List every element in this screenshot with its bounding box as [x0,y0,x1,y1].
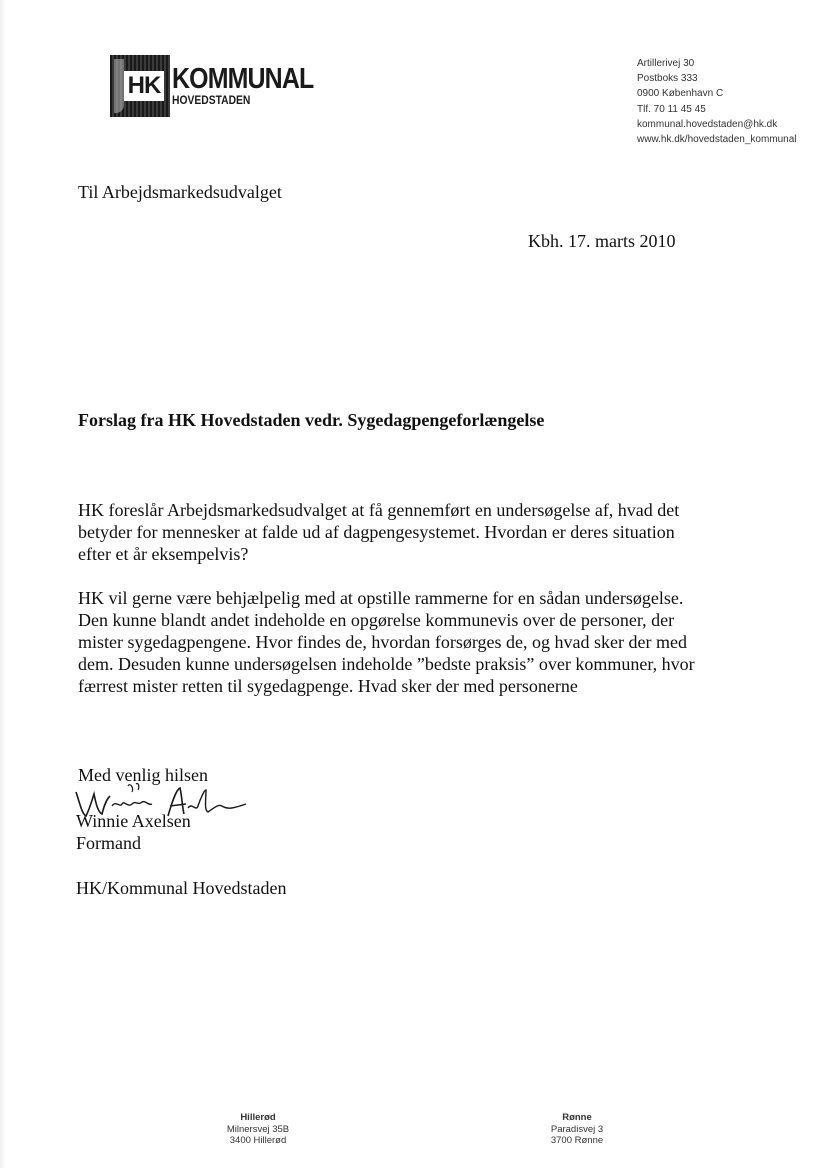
letter-date: Kbh. 17. marts 2010 [528,231,676,251]
hk-logo-mark [110,55,170,117]
address-pobox: Postboks 333 [637,73,698,85]
paragraph-line: dem. Desuden kunne undersøgelsen indeholde ”bedste praksis” over kommuner, hvor [78,654,695,674]
logo-text [172,65,336,107]
footer-postal: 3700 Rønne [550,1135,604,1146]
scan-edge [0,0,6,1168]
footer-street: Paradisvej 3 [550,1123,604,1135]
logo-name: KOMMUNAL [172,63,314,95]
footer-city: Hillerød [240,1112,276,1123]
body-paragraph-2 [78,587,758,697]
footer-postal: 3400 Hillerød [229,1135,287,1146]
paragraph-line: Den kunne blandt andet indeholde en opgørelse kommunevis over de personer, der [78,610,675,630]
recipient: Til Arbejdsmarkedsudvalget [78,182,282,202]
closing-salutation: Med venlig hilsen [78,765,208,785]
signer-name: Winnie Axelsen [76,811,191,831]
paragraph-line: færrest mister retten til sygedagpenge. Hvad sker der med personerne [78,676,578,696]
footer-street: Milnersvej 35B [226,1123,290,1135]
address-phone: Tlf. 70 11 45 45 [637,103,706,115]
address-website: www.hk.dk/hovedstaden_kommunal [637,134,797,146]
paragraph-line: efter et år eksempelvis? [78,544,249,564]
paragraph-line: HK vil gerne være behjælpelig med at opstille rammerne for en sådan undersøgelse. [78,588,684,608]
footer-office-hillerod [218,1112,298,1147]
letter-subject: Forslag fra HK Hovedstaden vedr. Sygedagpengeforlængelse [78,410,545,430]
logo-subtitle: HOVEDSTADEN [172,93,251,107]
logo-mark-letters: HK [124,71,164,101]
address-street: Artillerivej 30 [637,58,695,69]
address-email: kommunal.hovedstaden@hk.dk [637,118,778,130]
paragraph-line: betyder for mennesker at falde ud af dagpengesystemet. Hvordan er deres situation [78,522,675,542]
paragraph-line: mister sygedagpengene. Hvor findes de, hvordan forsørges de, og hvad sker der med [78,632,687,652]
footer-city: Rønne [562,1112,592,1123]
hk-kommunal-logo [110,55,336,117]
address-postal: 0900 København C [637,88,724,100]
organization-name: HK/Kommunal Hovedstaden [76,878,287,898]
paragraph-line: HK foreslår Arbejdsmarkedsudvalget at få gennemført en undersøgelse af, hvad det [78,500,680,520]
footer-office-ronne [537,1112,617,1147]
body-paragraph-1 [78,499,758,565]
signer-title: Formand [76,833,141,853]
sender-address [637,56,797,147]
